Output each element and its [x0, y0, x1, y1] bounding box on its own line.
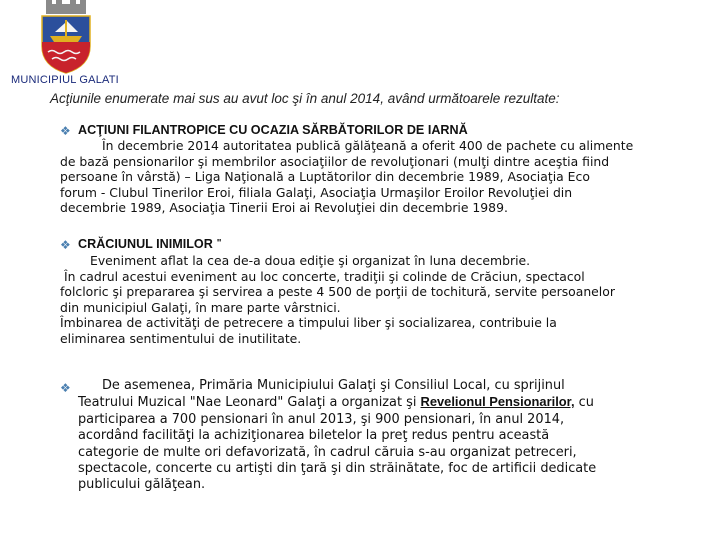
- section1-title: [78, 122, 468, 139]
- section3-line2-end: cu: [578, 395, 594, 411]
- section2-body: [60, 253, 700, 347]
- section3-line: publicului gălăţean.: [78, 477, 206, 493]
- section1-line: de bază pensionarilor şi membrilor asociaţiilor de revoluţionari (mulţi dintre aceştia fiind: [60, 153, 610, 169]
- section2-line: eliminarea sentimentului de inutilitate.: [60, 330, 302, 346]
- section1-line: persoane în vârstă) – Liga Naţională a Luptătorilor din decembrie 1989, Asociaţia Eco: [60, 169, 590, 185]
- municipality-label: MUNICIPIUL GALATI: [11, 74, 119, 86]
- section2-line: În cadrul acestui eveniment au loc concerte, tradiţii şi colinde de Crăciun, spectacol: [64, 268, 585, 284]
- section2-title-mark: ": [216, 238, 222, 249]
- section3-line: categorie de multe ori defavorizată, în cadrul căruia s-au organizat petreceri,: [78, 444, 577, 460]
- intro-heading: Acţiunile enumerate mai sus au avut loc şi în anul 2014, având următoarele rezultate:: [50, 91, 560, 106]
- bullet-diamond-icon: ❖: [60, 124, 71, 138]
- section2-title-text: CRĂCIUNUL INIMILOR: [78, 237, 213, 251]
- section2-line: Eveniment aflat la cea de-a doua ediţie şi organizat în luna decembrie.: [90, 253, 531, 268]
- section2-line: din municipiul Galaţi, în mare parte vârstnici.: [60, 299, 341, 315]
- section3-body: [78, 378, 708, 494]
- section2-title: [78, 236, 222, 253]
- section3-line: De asemenea, Primăria Municipiului Galaţi şi Consiliul Local, cu sprijinul: [102, 378, 565, 393]
- section2-line: Îmbinarea de activităţi de petrecere a timpului liber şi socializarea, contribuie la: [60, 315, 557, 331]
- bullet-diamond-icon: ❖: [60, 381, 71, 395]
- section3-line2-text: Teatrului Muzical "Nae Leonard" Galaţi a organizat şi: [78, 395, 417, 411]
- section3-line: participarea a 700 pensionari în anul 2013, şi 900 pensionari, în anul 2014,: [78, 411, 565, 427]
- section1-line: decembrie 1989, Asociaţia Tinerii Eroi ai Revoluţiei din decembrie 1989.: [60, 200, 508, 216]
- section1-line: forum - Clubul Tinerilor Eroi, filiala Galaţi, Asociaţia Urmaşilor Eroilor Revoluţiei din: [60, 184, 573, 200]
- coat-of-arms-logo: [36, 0, 96, 74]
- revelion-highlight: Revelionul Pensionarilor,: [420, 394, 575, 410]
- bullet-diamond-icon: ❖: [60, 238, 71, 252]
- section3-line: acordând facilităţi la achiziţionarea biletelor la preţ redus pentru această: [78, 428, 550, 444]
- section1-body: [60, 138, 700, 216]
- section3-line: [78, 394, 708, 411]
- section1-line: În decembrie 2014 autoritatea publică gălăţeană a oferit 400 de pachete cu alimente: [102, 138, 634, 153]
- section1-title-text: ACŢIUNI FILANTROPICE CU OCAZIA SĂRBĂTORILOR DE IARNĂ: [78, 123, 468, 137]
- section2-line: folcloric şi prepararea şi servirea a peste 4 500 de porţii de tochitură, servite persoanelor: [60, 284, 615, 300]
- section3-line: spectacole, concerte cu artişti din ţară şi din străinătate, foc de artificii dedicate: [78, 461, 597, 477]
